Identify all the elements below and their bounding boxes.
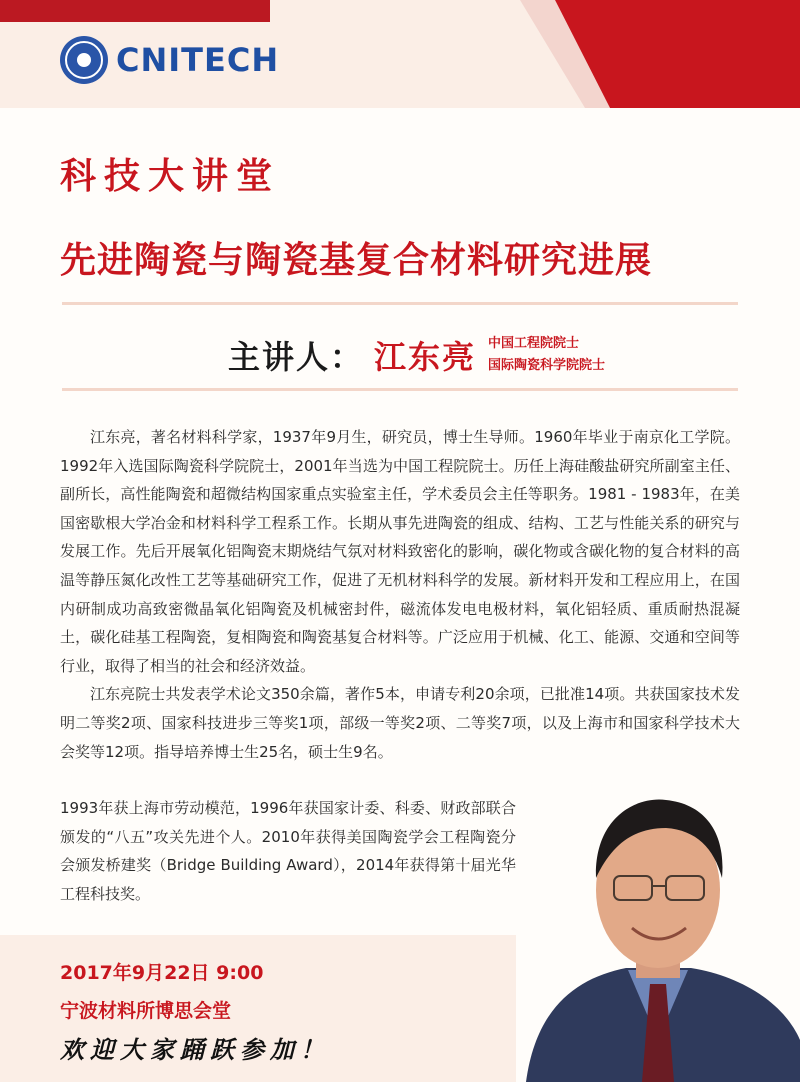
speaker-titles	[488, 333, 605, 377]
logo	[60, 36, 279, 84]
speaker-bio	[60, 423, 740, 766]
speaker-block	[228, 332, 605, 378]
event-venue: 宁波材料所博思会堂	[60, 1000, 232, 1022]
logo-text: CNITECH	[116, 41, 280, 79]
divider-bottom	[62, 388, 738, 391]
lecture-title: 先进陶瓷与陶瓷基复合材料研究进展	[60, 240, 653, 281]
speaker-portrait	[516, 778, 800, 1082]
event-datetime: 2017年9月22日 9:00	[60, 962, 264, 984]
bio-paragraph-3: 1993年获上海市劳动模范，1996年获国家计委、科委、财政部联合颁发的“八五”攻关先进个人。2010年获得美国陶瓷学会工程陶瓷分会颁发桥建奖（Bridge Building Award），2014年获得第十届光华工程科技奖。	[60, 799, 516, 903]
welcome-message: 欢迎大家踊跃参加！	[60, 1035, 330, 1064]
speaker-title-2: 国际陶瓷科学院院士	[488, 358, 606, 373]
speaker-name: 江东亮	[374, 338, 477, 376]
speaker-label: 主讲人：	[228, 338, 365, 376]
divider-top	[62, 302, 738, 305]
institute-emblem-icon	[60, 36, 108, 84]
bio-paragraph-2: 江东亮院士共发表学术论文350余篇，著作5本，申请专利20余项，已批准14项。共获国家技术发明二等奖2项、国家科技进步三等奖1项，部级一等奖2项、二等奖7项，以及上海市和国家科学技术大会奖等12项。指导培养博士生25名，硕士生9名。	[60, 685, 740, 761]
series-title: 科技大讲堂	[60, 156, 281, 197]
bio-paragraph-1: 江东亮，著名材料科学家，1937年9月生，研究员，博士生导师。1960年毕业于南京化工学院。1992年入选国际陶瓷科学院院士，2001年当选为中国工程院院士。历任上海硅酸盐研究所副室主任、副所长，高性能陶瓷和超微结构国家重点实验室主任，学术委员会主任等职务。1981 - 1983年，在美国密歇根大学冶金和材料科学工程系工作。长期从事先进陶瓷的组成、结构、工艺与性能关系的研究与发展工作。先后开展氧化铝陶瓷末期烧结气氛对材料致密化的影响，碳化物或含碳化物的复合材料的高温等静压氮化改性工艺等基础研究工作，促进了无机材料科学的发展。新材料开发和工程应用上，在国内研制成功高致密微晶氧化铝陶瓷及机械密封件，磁流体发电电极材料，氧化铝轻质、重质耐热混凝土，碳化硅基工程陶瓷，复相陶瓷和陶瓷基复合材料等。广泛应用于机械、化工、能源、交通和空间等行业，取得了相当的社会和经济效益。	[60, 428, 740, 675]
speaker-title-1: 中国工程院院士	[488, 336, 580, 351]
